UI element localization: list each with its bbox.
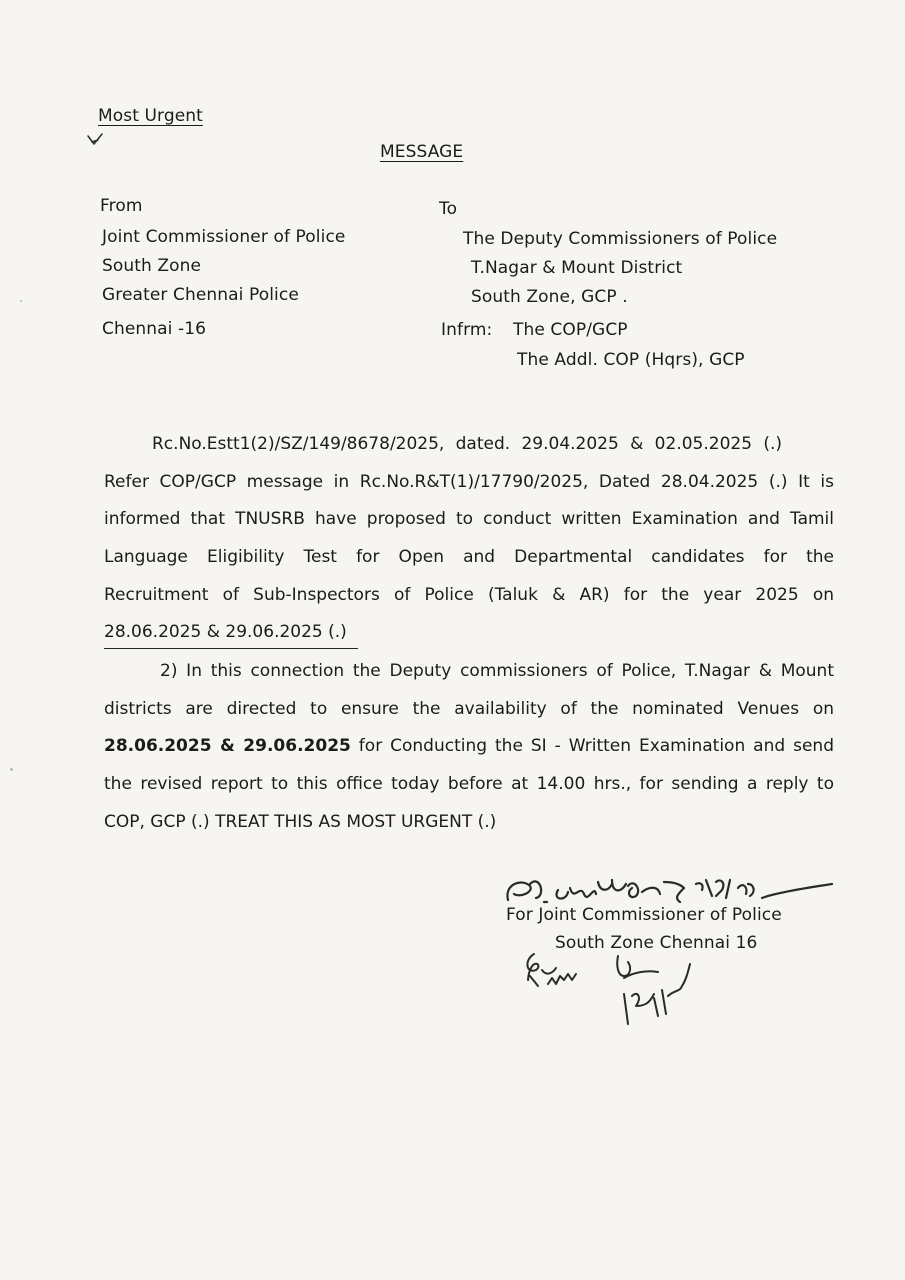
from-line: Chennai -16	[102, 319, 207, 339]
infrm-line: The COP/GCP	[513, 320, 628, 340]
paragraph-line: informed that TNUSRB have proposed to conduct written Examination and Tamil	[104, 509, 834, 530]
paragraph-line: Refer COP/GCP message in Rc.No.R&T(1)/17790/2025, Dated 28.04.2025 (.) It is	[104, 471, 834, 492]
paragraph-line: the revised report to this office today before at 14.00 hrs., for sending a reply to	[104, 774, 834, 795]
separator-rule	[104, 648, 358, 649]
page-title: MESSAGE	[380, 142, 464, 162]
exam-dates: 28.06.2025 & 29.06.2025	[104, 736, 351, 757]
infrm-label: Infrm:	[441, 320, 493, 340]
scan-speck	[20, 300, 22, 302]
paragraph-line: Language Eligibility Test for Open and Departmental candidates for the	[104, 547, 834, 568]
initials-scribble	[520, 950, 720, 1030]
infrm-line: The Addl. COP (Hqrs), GCP	[517, 350, 745, 370]
from-line: Joint Commissioner of Police	[102, 227, 346, 247]
paragraph-line: COP, GCP (.) TREAT THIS AS MOST URGENT (.)	[104, 811, 497, 832]
tick-mark	[86, 132, 106, 148]
to-line: The Deputy Commissioners of Police	[463, 229, 778, 249]
paragraph-line: Recruitment of Sub-Inspectors of Police (Taluk & AR) for the year 2025 on	[104, 584, 834, 605]
paragraph-line: Rc.No.Estt1(2)/SZ/149/8678/2025, dated. 29.04.2025 & 02.05.2025 (.)	[152, 434, 782, 454]
body-paragraph-1	[104, 426, 834, 652]
from-line: Greater Chennai Police	[102, 285, 299, 305]
paragraph-text: for Conducting the SI - Written Examination and send	[350, 736, 834, 757]
paragraph-line: 2) In this connection the Deputy commissioners of Police, T.Nagar & Mount	[160, 661, 834, 681]
signature-office: South Zone Chennai 16	[555, 933, 758, 953]
paragraph-line	[104, 728, 834, 766]
to-label: To	[439, 199, 458, 219]
to-line: T.Nagar & Mount District	[471, 258, 683, 278]
scan-speck	[10, 768, 13, 771]
signature-title: For Joint Commissioner of Police	[506, 905, 782, 925]
from-label: From	[100, 196, 143, 216]
to-line: South Zone, GCP .	[471, 287, 628, 307]
paragraph-line: districts are directed to ensure the availability of the nominated Venues on	[104, 698, 834, 719]
priority-label: Most Urgent	[98, 106, 203, 126]
paragraph-line: 28.06.2025 & 29.06.2025 (.)	[104, 622, 347, 643]
from-line: South Zone	[102, 256, 202, 276]
body-paragraph-2	[104, 653, 834, 841]
